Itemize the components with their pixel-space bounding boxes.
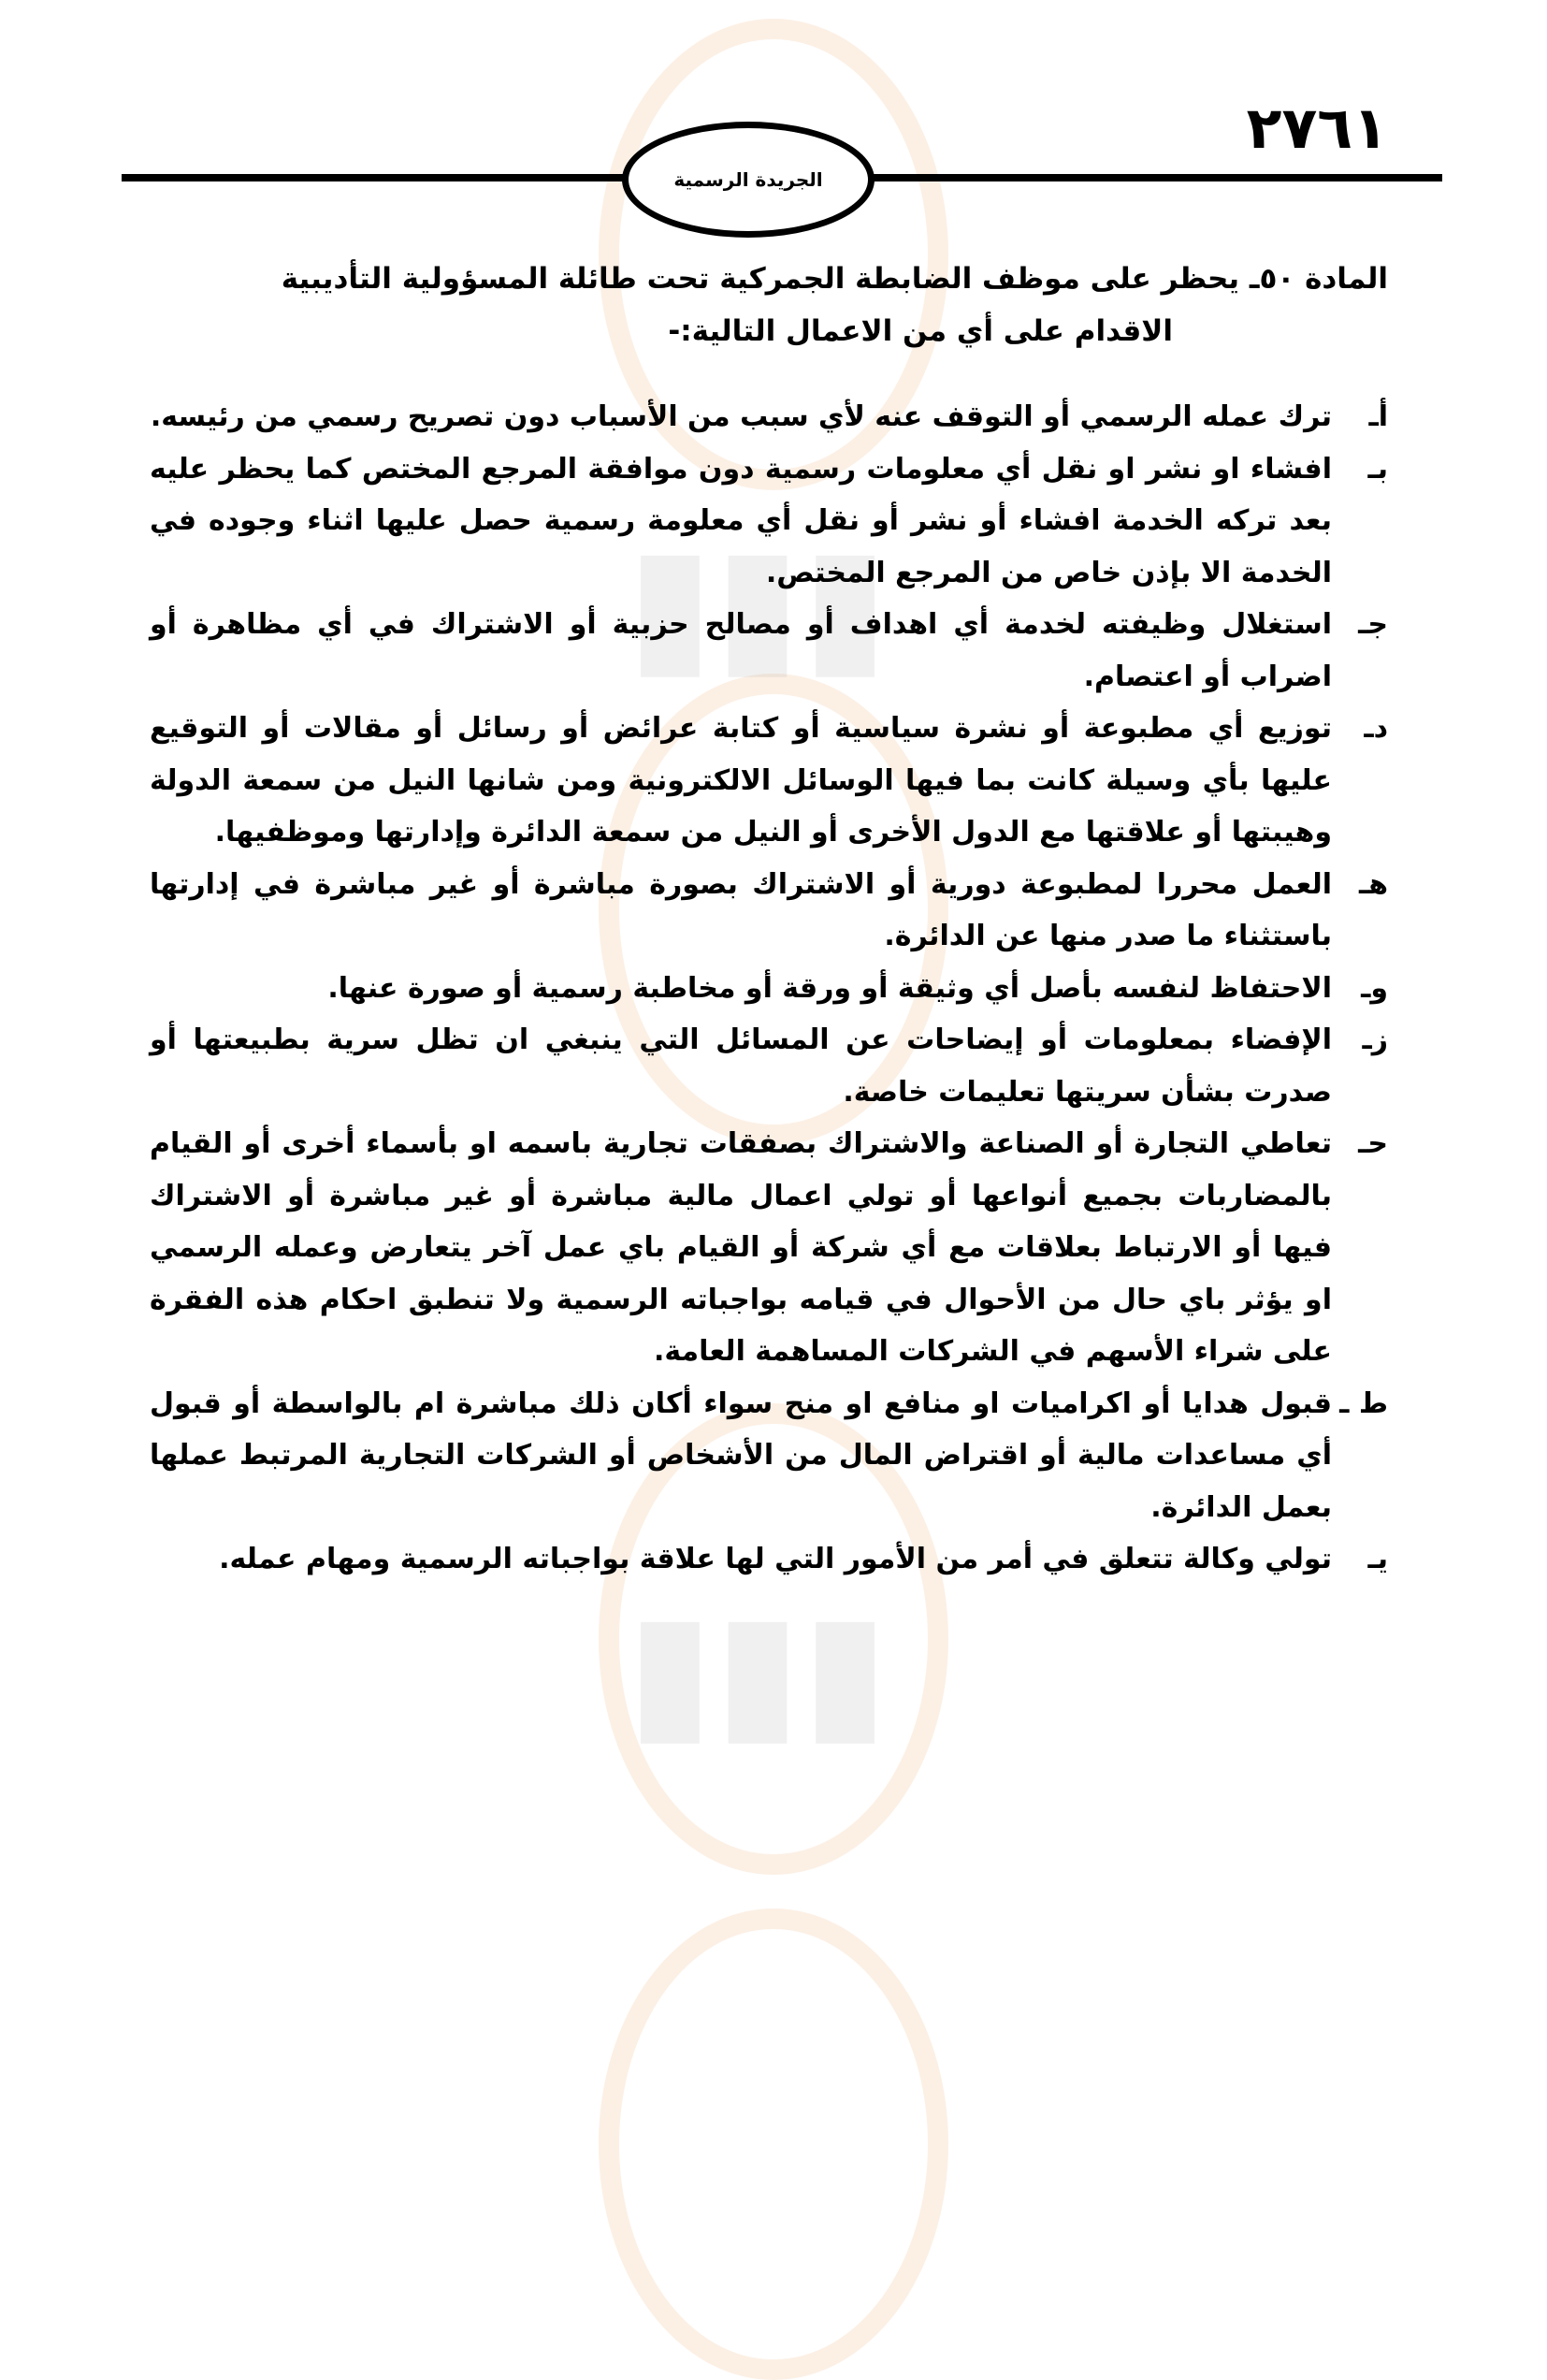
watermark-logo: ▮▮▮: [626, 1577, 889, 1763]
item-text: استغلال وظيفته لخدمة أي اهداف أو مصالح حزبية أو الاشتراك في أي مظاهرة أو اضراب أو اعتصام.: [150, 608, 1332, 693]
article-intro-line1: [150, 253, 1388, 305]
list-item: [150, 703, 1388, 859]
list-item: [150, 391, 1388, 443]
list-item: [150, 1378, 1388, 1534]
item-label: بـ: [1367, 452, 1388, 486]
item-text: الإفضاء بمعلومات أو إيضاحات عن المسائل التي ينبغي ان تظل سرية بطبيعتها أو صدرت بشأن سريتها تعليمات خاصة.: [150, 1023, 1332, 1109]
gazette-title: الجريدة الرسمية: [673, 168, 823, 191]
watermark-logo: ▮▮▮: [626, 511, 889, 696]
list-item: [150, 1533, 1388, 1586]
item-label: أـ: [1368, 400, 1388, 433]
watermark-clock-icon: [599, 1908, 948, 2380]
item-label: جـ: [1358, 608, 1388, 641]
list-item: [150, 859, 1388, 963]
item-label: وـ: [1361, 971, 1388, 1005]
list-item: [150, 1014, 1388, 1118]
page-number: ٢٧٦١: [1246, 94, 1388, 162]
item-text: ترك عمله الرسمي أو التوقف عنه لأي سبب من الأسباب دون تصريح رسمي من رئيسه.: [150, 400, 1332, 433]
item-text: قبول هدايا أو اكراميات او منافع او منح سواء أكان ذلك مباشرة ام بالواسطة أو قبول أي مساعدات مالية أو اقتراض المال من الأشخاص أو الشركات التجارية المرتبط عملها بعمل الدائرة.: [150, 1386, 1332, 1524]
list-item: [150, 963, 1388, 1015]
article-intro-text: يحظر على موظف الضابطة الجمركية تحت طائلة المسؤولية التأديبية: [281, 262, 1240, 296]
article-50: [150, 253, 1388, 357]
item-text: العمل محررا لمطبوعة دورية أو الاشتراك بصورة مباشرة أو غير مباشرة في إدارتها باستثناء ما صدر منها عن الدائرة.: [150, 867, 1332, 952]
item-text: تولي وكالة تتعلق في أمر من الأمور التي لها علاقة بواجباته الرسمية ومهام عمله.: [219, 1543, 1332, 1575]
list-item: [150, 1118, 1388, 1378]
item-text: توزيع أي مطبوعة أو نشرة سياسية أو كتابة عرائض أو رسائل أو مقالات أو التوقيع عليها بأي وسيلة كانت بما فيها الوسائل الالكترونية ومن شانها النيل من سمعة الدولة وهيبتها أو علاقتها مع الدول الأخرى أو النيل من سمعة الدائرة وإدارتها وموظفيها.: [150, 712, 1332, 849]
item-text: افشاء او نشر او نقل أي معلومات رسمية دون موافقة المرجع المختص كما يحظر عليه بعد تركه الخدمة افشاء أو نشر أو نقل أي معلومة رسمية حصل عليها اثناء وجوده في الخدمة الا بإذن خاص من المرجع المختص.: [150, 452, 1332, 589]
item-label: هـ: [1358, 867, 1388, 901]
list-item: [150, 599, 1388, 703]
article-intro-line2: الاقدام على أي من الاعمال التالية:-: [668, 314, 1173, 348]
list-item: [150, 443, 1388, 600]
gazette-title-oval: [622, 122, 875, 238]
prohibited-acts-list: [150, 391, 1388, 1586]
item-text: الاحتفاظ لنفسه بأصل أي وثيقة أو ورقة أو مخاطبة رسمية أو صورة عنها.: [327, 971, 1332, 1005]
item-label: دـ: [1364, 712, 1388, 745]
item-label: يـ: [1367, 1543, 1388, 1575]
item-text: تعاطي التجارة أو الصناعة والاشتراك بصفقات تجارية باسمه او بأسماء أخرى أو القيام بالمضاربات بجميع أنواعها أو تولي اعمال مالية مباشرة أو غير مباشرة أو الاشتراك فيها أو الارتباط بعلاقات مع أي شركة أو القيام باي عمل آخر يتعارض وعمله الرسمي او يؤثر باي حال من الأحوال في قيامه بواجباته الرسمية ولا تنطبق احكام هذه الفقرة على شراء الأسهم في الشركات المساهمة العامة.: [150, 1127, 1332, 1368]
article-heading: المادة ٥٠ـ: [1249, 262, 1388, 296]
item-label: حـ: [1358, 1127, 1388, 1160]
item-label: ط ـ: [1339, 1386, 1388, 1420]
item-label: زـ: [1362, 1023, 1388, 1056]
